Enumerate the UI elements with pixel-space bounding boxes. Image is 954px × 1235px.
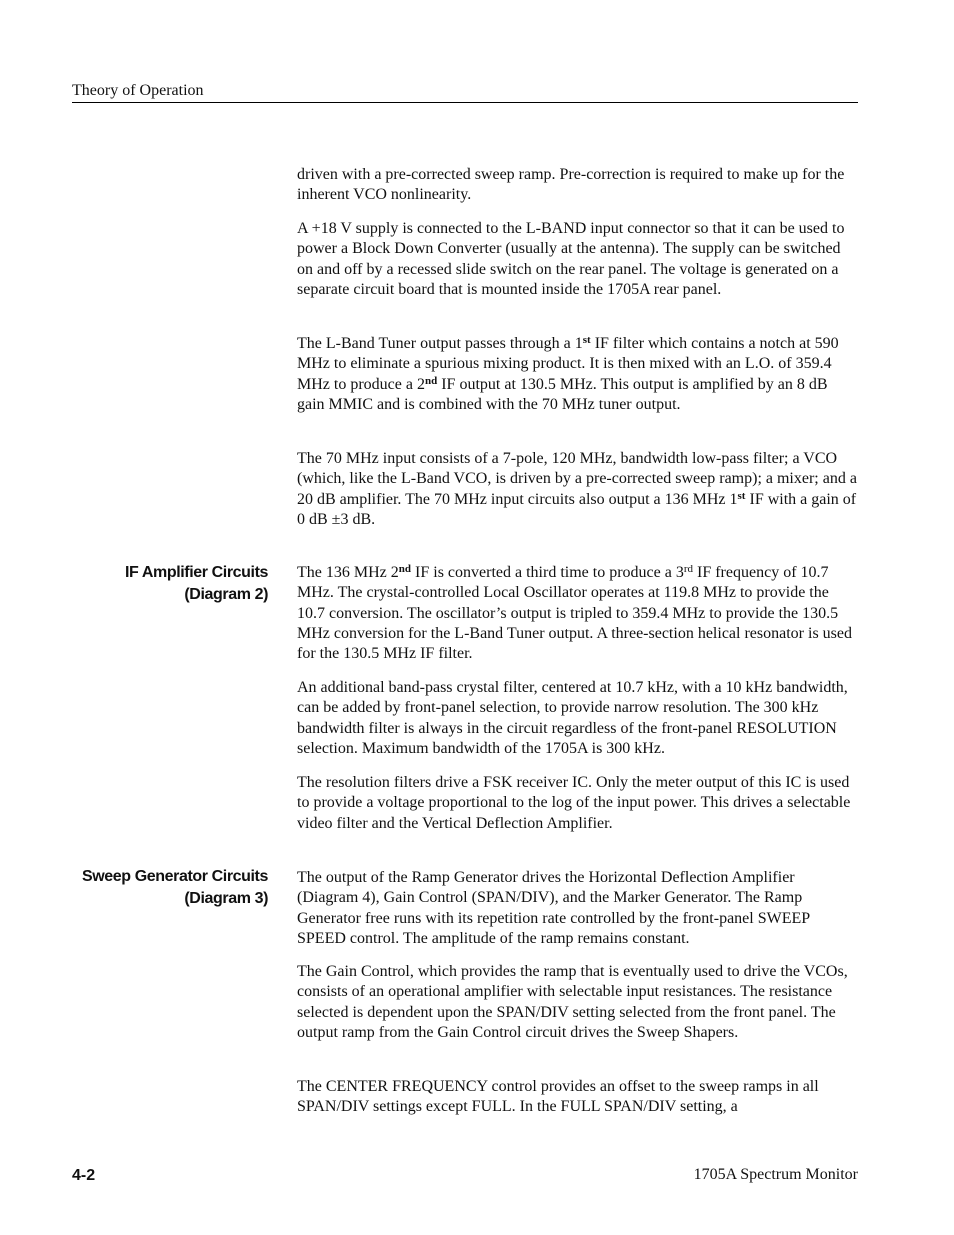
- text-run: IF filter which contains a notch at 590 MHz to eliminate a spurious mixing product. It is then mixed with an L.O. of 359.4 MHz to produce a 2: [297, 335, 839, 393]
- text-run: The 70 MHz input consists of a 7-pole, 120 MHz, bandwidth low-pass filter; a VCO (which, like the L-Band VCO, is driven by a pre-corrected sweep ramp); a mixer; and a 20 dB amplifier. The 70 MHz input circuits also output a 136 MHz 1: [297, 450, 857, 508]
- footer-manual-title: 1705A Spectrum Monitor: [693, 1166, 858, 1183]
- superscript: st: [737, 489, 746, 502]
- paragraph-ramp-generator: The output of the Ramp Generator drives the Horizontal Deflection Amplifier (Diagram 4), Gain Control (SPAN/DIV), and the Marker Generator. The Ramp Generator free runs with its repetition rate controlled by the front-panel SWEEP SPEED control. The amplitude of the ramp remains constant.: [297, 869, 810, 947]
- heading-line: IF Amplifier Circuits: [124, 564, 268, 581]
- running-header: Theory of Operation: [72, 82, 204, 99]
- heading-line: (Diagram 2): [184, 586, 268, 603]
- paragraph-crystal-filter: An additional band-pass crystal filter, centered at 10.7 kHz, with a 10 kHz bandwidth, can be added by front-panel selection, to provide narrow resolution. The 300 kHz bandwidth filter is always in the circuit regardless of the front-panel RESOLUTION selection. Maximum bandwidth of the 1705A is 300 kHz.: [297, 679, 848, 757]
- paragraph-if-conversion: [297, 563, 859, 664]
- paragraph-supply: A +18 V supply is connected to the L-BAND input connector so that it can be used to power a Block Down Converter (usually at the antenna). The supply can be switched on and off by a recessed slide switch on the rear panel. The voltage is generated on a separate circuit board that is mounted inside the 1705A rear panel.: [297, 220, 845, 298]
- text-run: The L-Band Tuner output passes through a 1: [297, 335, 583, 352]
- paragraph-lband-tuner: [297, 334, 859, 415]
- header-rule: [72, 102, 858, 103]
- text-run: IF with a gain of 0 dB ±3 dB.: [297, 490, 857, 528]
- paragraph-gain-control: The Gain Control, which provides the ramp that is eventually used to drive the VCOs, consists of an operational amplifier with selectable input resistances. The resistance selected is dependent upon the SPAN/DIV setting selected from the front panel. The output ramp from the Gain Control circuit drives the Sweep Shapers.: [297, 963, 848, 1041]
- superscript: st: [582, 334, 591, 346]
- section-heading-sweep-generator: [82, 866, 268, 910]
- heading-line: (Diagram 3): [184, 890, 268, 907]
- text-run: The 136 MHz 2: [297, 564, 399, 581]
- section-heading-if-amplifier: [125, 562, 268, 606]
- paragraph-vco-precorrection: driven with a pre-corrected sweep ramp. Pre-correction is required to make up for the inherent VCO nonlinearity.: [297, 166, 845, 204]
- superscript: nd: [398, 563, 412, 575]
- text-run: IF output at 130.5 MHz. This output is amplified by an 8 dB gain MMIC and is combined with the 70 MHz tuner output.: [297, 375, 828, 413]
- superscript: rd: [683, 563, 693, 575]
- text-run: IF is converted a third time to produce a 3: [411, 564, 684, 581]
- paragraph-center-frequency: The CENTER FREQUENCY control provides an offset to the sweep ramps in all SPAN/DIV settings except FULL. In the FULL SPAN/DIV setting, a: [297, 1078, 819, 1116]
- page-number: 4-2: [72, 1167, 96, 1184]
- text-run: IF frequency of 10.7 MHz. The crystal-controlled Local Oscillator operates at 119.8 MHz to provide the 10.7 conversion. The oscillator’s output is tripled to 359.4 MHz to provide the 130.5 MHz conversion for the L-Band Tuner output. A three-section helical resonator is used for the 130.5 MHz IF filter.: [297, 564, 852, 663]
- heading-line: Sweep Generator Circuits: [81, 868, 268, 885]
- paragraph-70mhz-input: [297, 449, 859, 530]
- paragraph-resolution-filters: The resolution filters drive a FSK receiver IC. Only the meter output of this IC is used to provide a voltage proportional to the log of the input power. This drives a selectable video filter and the Vertical Deflection Amplifier.: [297, 774, 851, 832]
- superscript: nd: [424, 374, 438, 387]
